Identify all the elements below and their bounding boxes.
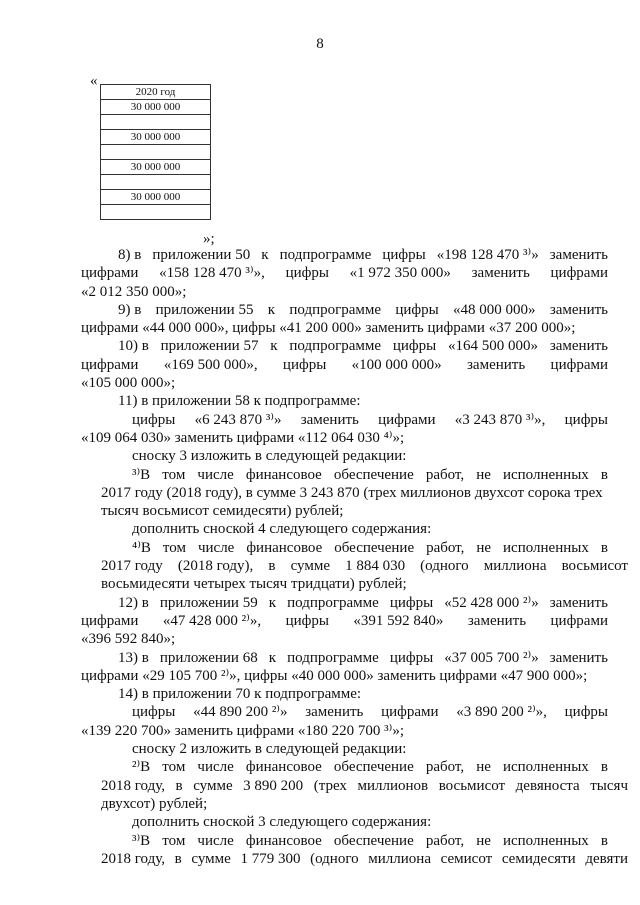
text-word: (2018 году), (177, 558, 254, 575)
text-word: 8) в (118, 247, 142, 263)
text-word: приложении 50 (152, 247, 251, 263)
text-word: том (162, 466, 186, 483)
text-word: приложении 68 (159, 649, 258, 666)
text-word: ⁴⁾В (132, 539, 151, 556)
text-word: цифрами (81, 356, 139, 373)
text-word: цифрами (381, 704, 439, 721)
text-line: «2 012 350 000»; (81, 283, 187, 300)
text-line: двухсот) рублей; (101, 795, 208, 812)
text-word: обеспечение (333, 466, 414, 483)
text-word: 2018 году, (101, 850, 165, 867)
text-line (101, 777, 628, 795)
text-line: дополнить сноской 4 следующего содержания: (132, 521, 432, 538)
text-line (132, 411, 608, 429)
table-cell (101, 175, 211, 190)
text-word: сумме (191, 850, 231, 867)
text-word: цифрами (378, 411, 436, 428)
text-line: «396 592 840»; (81, 631, 176, 648)
text-word: к (267, 301, 276, 318)
table-cell (101, 145, 211, 160)
text-line (118, 649, 608, 667)
text-word: заменить (549, 301, 608, 318)
text-word: «6 243 870 ³⁾» (194, 411, 282, 428)
text-word: «48 000 000» (453, 301, 536, 318)
text-line (132, 703, 608, 721)
text-word: не (476, 832, 491, 849)
text-line: «139 220 700» заменить цифрами «180 220 700 ³⁾»; (81, 722, 404, 739)
text-word: «37 005 700 ²⁾» (444, 649, 539, 666)
text-word: финансовое (245, 759, 322, 776)
text-word: заменить (300, 411, 359, 428)
text-word: 2018 году, (101, 777, 165, 794)
text-word: приложении 59 (159, 594, 258, 611)
text-word: 9) в (118, 301, 142, 318)
text-word: миллиона (368, 850, 431, 867)
text-word: 13) в (118, 649, 149, 666)
text-word: «47 428 000 ²⁾», (162, 612, 262, 629)
text-word: 12) в (118, 594, 149, 611)
text-word: цифры (564, 704, 608, 721)
open-quote: « (90, 73, 98, 89)
text-word: заменить (467, 356, 526, 373)
text-word: цифры (564, 411, 608, 428)
text-word: «169 500 000», (163, 356, 258, 373)
text-word: к (270, 338, 278, 355)
text-word: цифры (395, 301, 439, 318)
page-number: 8 (316, 36, 324, 52)
text-word: цифрами (550, 356, 608, 373)
text-word: к (268, 594, 277, 611)
text-word: работ, (426, 539, 465, 556)
text-word: сумме (193, 777, 233, 794)
text-word: цифры (132, 411, 176, 428)
text-word: цифры (132, 704, 176, 721)
table-header-cell: 2020 год (101, 85, 211, 100)
text-word: 2017 году (101, 558, 163, 575)
text-word: девяноста (515, 777, 580, 794)
text-word: заменить (471, 265, 530, 282)
text-word: «44 890 200 ²⁾» (193, 704, 288, 721)
text-line (101, 557, 628, 575)
text-line (118, 301, 608, 319)
text-word: «3 890 200 ²⁾», (456, 704, 547, 721)
text-line: 2017 году (2018 году), в сумме 3 243 870 (трех миллионов двухсот сорока трех (101, 484, 603, 501)
text-word: цифры (285, 612, 329, 629)
text-word: работ, (425, 832, 465, 849)
text-word: (одного (420, 558, 469, 575)
text-word: цифрами (550, 265, 608, 282)
text-word: цифрами (81, 612, 139, 629)
text-word: 3 890 200 (243, 777, 304, 794)
text-line (132, 832, 608, 850)
table-cell (101, 205, 211, 220)
text-word: цифрами (81, 265, 139, 282)
text-word: обеспечение (334, 539, 415, 556)
text-line: «109 064 030» заменить цифрами «112 064 030 ⁴⁾»; (81, 429, 405, 446)
text-word: «198 128 470 ³⁾» (436, 247, 539, 263)
document-body (81, 246, 628, 868)
text-word: подпрограмме (279, 247, 372, 263)
text-word: обеспечение (333, 759, 414, 776)
text-line (81, 356, 608, 374)
text-line: 14) в приложении 70 к подпрограмме: (118, 686, 362, 703)
text-word: приложении 55 (155, 301, 254, 318)
text-word: «1 972 350 000» (349, 265, 451, 282)
text-word: заменить (549, 247, 608, 263)
text-line: тысяч восьмисот семидесяти) рублей; (101, 503, 344, 520)
text-word: в (268, 558, 276, 575)
text-line: дополнить сноской 3 следующего содержания: (132, 814, 432, 831)
text-word: в (600, 759, 608, 776)
text-word: 10) в (118, 338, 149, 355)
text-word: «158 128 470 ³⁾», (159, 265, 265, 282)
table-cell: 30 000 000 (101, 100, 211, 115)
text-word: исполненных (502, 832, 589, 849)
text-line (81, 612, 608, 630)
text-word: заменить (305, 704, 364, 721)
text-word: (трех (313, 777, 347, 794)
table-cell (101, 115, 211, 130)
text-word: числе (197, 539, 235, 556)
text-word: цифры (389, 649, 434, 666)
text-line: сноску 2 изложить в следующей редакции: (132, 741, 407, 758)
text-word: в (175, 777, 183, 794)
text-line (118, 337, 608, 355)
text-word: семидесяти (501, 850, 576, 867)
text-line: «105 000 000»; (81, 375, 176, 392)
text-word: заменить (549, 594, 608, 611)
text-word: подпрограмме (287, 649, 379, 666)
text-word: ²⁾В (132, 759, 151, 776)
text-word: в (600, 466, 608, 483)
text-word: 1 779 300 (240, 850, 301, 867)
text-word: (одного (310, 850, 359, 867)
text-word: цифрами (550, 612, 608, 629)
text-word: том (162, 539, 186, 556)
text-word: исполненных (502, 466, 589, 483)
text-line: сноску 3 изложить в следующей редакции: (132, 448, 407, 465)
text-word: цифры (382, 247, 426, 263)
text-word: «52 428 000 ²⁾» (444, 594, 539, 611)
text-word: «3 243 870 ³⁾», (454, 411, 546, 428)
text-word: к (261, 247, 269, 263)
text-word: миллионов (357, 777, 429, 794)
text-word: тысяч (590, 777, 628, 794)
amendment-table (100, 84, 211, 220)
text-word: заменить (549, 338, 608, 355)
text-word: финансовое (245, 832, 322, 849)
text-word: «164 500 000» (448, 338, 539, 355)
text-word: исполненных (503, 539, 589, 556)
table-cell: 30 000 000 (101, 160, 211, 175)
text-word: исполненных (502, 759, 589, 776)
text-word: сумме (290, 558, 330, 575)
text-word: числе (197, 832, 234, 849)
text-word: заменить (467, 612, 527, 629)
text-word: в (174, 850, 182, 867)
table-cell: 30 000 000 (101, 190, 211, 205)
text-word: не (476, 466, 491, 483)
text-line: цифрами «44 000 000», цифры «41 200 000» заменить цифрами «37 200 000»; (81, 320, 576, 337)
text-word: цифры (282, 356, 327, 373)
text-word: «391 592 840» (353, 612, 444, 629)
text-line: восьмидесяти четырех тысяч тридцати) рублей; (101, 576, 407, 593)
text-line: цифрами «29 105 700 ²⁾», цифры «40 000 000» заменить цифрами «47 900 000»; (81, 667, 588, 684)
text-word: к (268, 649, 277, 666)
text-word: работ, (425, 759, 465, 776)
text-word: в (600, 539, 608, 556)
text-word: подпрограмме (287, 594, 379, 611)
text-word: семисот (440, 850, 493, 867)
text-line (132, 539, 608, 557)
text-word: цифры (285, 265, 329, 282)
text-word: подпрограмме (289, 301, 382, 318)
text-word: том (162, 832, 186, 849)
text-word: финансовое (245, 466, 322, 483)
text-word: не (476, 759, 491, 776)
text-word: цифры (389, 594, 434, 611)
text-word: цифры (392, 338, 437, 355)
text-line (101, 850, 628, 868)
text-word: финансовое (246, 539, 323, 556)
text-line (118, 246, 608, 264)
text-word: не (476, 539, 492, 556)
text-word: девяти (585, 850, 628, 867)
text-word: числе (197, 466, 234, 483)
text-word: восьмисот (438, 777, 506, 794)
text-line (132, 466, 608, 484)
text-line: 11) в приложении 58 к подпрограмме: (118, 393, 361, 410)
text-word: миллиона (483, 558, 547, 575)
text-word: в (600, 832, 608, 849)
text-word: восьмисот (561, 558, 628, 575)
text-line (132, 758, 608, 776)
close-quote: »; (203, 231, 215, 247)
text-word: подпрограмме (289, 338, 382, 355)
text-line (81, 264, 608, 282)
table-cell: 30 000 000 (101, 130, 211, 145)
text-word: работ, (425, 466, 465, 483)
text-word: «100 000 000» (351, 356, 442, 373)
text-word: том (162, 759, 186, 776)
text-word: ³⁾В (132, 832, 151, 849)
text-word: заменить (549, 649, 608, 666)
text-word: 1 884 030 (345, 558, 406, 575)
text-word: приложении 57 (160, 338, 259, 355)
text-line (118, 594, 608, 612)
text-word: ³⁾В (132, 466, 151, 483)
text-word: обеспечение (333, 832, 414, 849)
text-word: числе (197, 759, 234, 776)
